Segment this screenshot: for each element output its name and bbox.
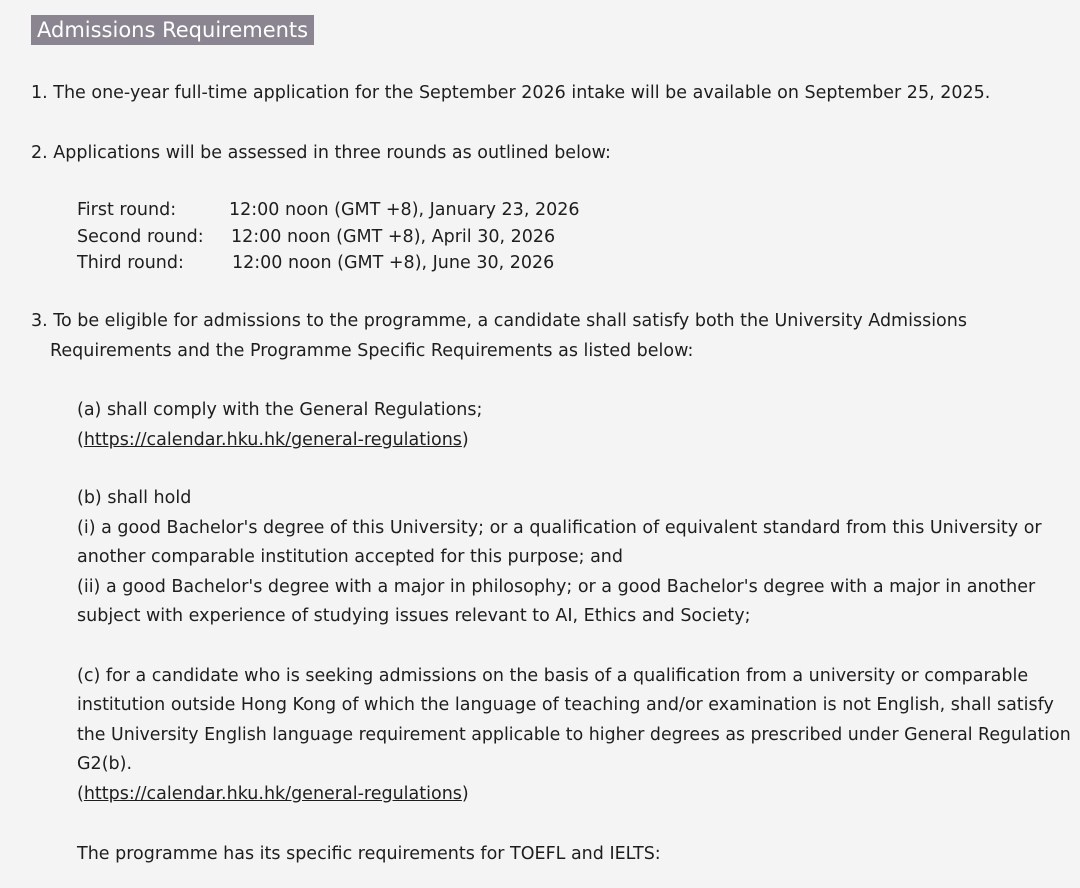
clause-a-link-line: (https://calendar.hku.hk/general-regulations) <box>77 430 469 450</box>
clause-b-line-1: (b) shall hold <box>77 488 192 508</box>
round-time-first: 12:00 noon (GMT +8), January 23, 2026 <box>229 200 580 220</box>
requirement-item-2: 2. Applications will be assessed in three rounds as outlined below: <box>31 143 611 163</box>
clause-b-line-2: (i) a good Bachelor's degree of this University; or a qualification of equivalent standard from this University or <box>77 518 1042 538</box>
round-label-first: First round: <box>77 200 177 220</box>
clause-c-line-3: the University English language requirement applicable to higher degrees as prescribed under General Regulation <box>77 725 1071 745</box>
clause-c-link-line: (https://calendar.hku.hk/general-regulations) <box>77 784 469 804</box>
general-regulations-link-a[interactable]: https://calendar.hku.hk/general-regulations <box>83 430 462 450</box>
clause-a-text: (a) shall comply with the General Regulations; <box>77 400 483 420</box>
closing-text: The programme has its specific requirements for TOEFL and IELTS: <box>77 844 661 864</box>
clause-b-line-5: subject with experience of studying issues relevant to AI, Ethics and Society; <box>77 606 751 626</box>
round-time-third: 12:00 noon (GMT +8), June 30, 2026 <box>232 253 555 273</box>
requirement-item-3-line-1: 3. To be eligible for admissions to the programme, a candidate shall satisfy both the University Admissions <box>31 311 967 331</box>
clause-b-line-3: another comparable institution accepted for this purpose; and <box>77 547 623 567</box>
clause-c-line-4: G2(b). <box>77 754 133 774</box>
round-time-second: 12:00 noon (GMT +8), April 30, 2026 <box>231 227 556 247</box>
round-label-third: Third round: <box>77 253 184 273</box>
section-heading: Admissions Requirements <box>31 15 314 45</box>
requirement-item-3-line-2: Requirements and the Programme Specific Requirements as listed below: <box>50 341 694 361</box>
requirement-item-1: 1. The one-year full-time application for the September 2026 intake will be available on September 25, 2025. <box>31 83 991 103</box>
clause-b-line-4: (ii) a good Bachelor's degree with a major in philosophy; or a good Bachelor's degree with a major in another <box>77 577 1036 597</box>
clause-c-line-1: (c) for a candidate who is seeking admissions on the basis of a qualification from a university or comparable <box>77 666 1029 686</box>
clause-c-line-2: institution outside Hong Kong of which the language of teaching and/or examination is not English, shall satisfy <box>77 695 1054 715</box>
round-label-second: Second round: <box>77 227 204 247</box>
general-regulations-link-c[interactable]: https://calendar.hku.hk/general-regulations <box>83 784 462 804</box>
